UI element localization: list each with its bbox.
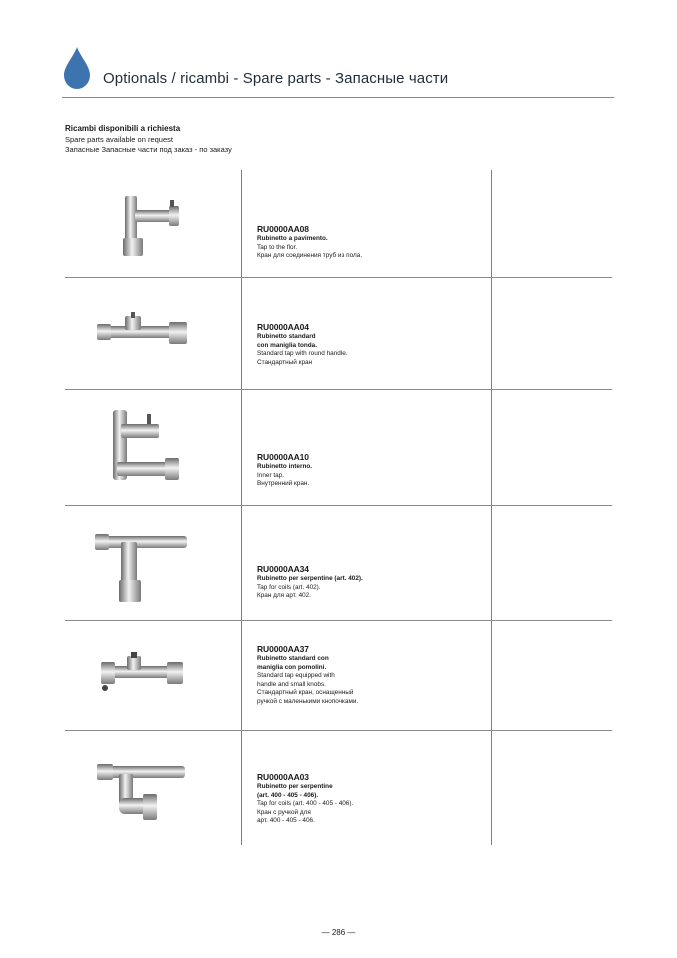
row-divider (65, 277, 612, 278)
desc-line-en: Standard tap equipped with (257, 672, 335, 680)
part-description (257, 322, 348, 367)
row-divider (65, 620, 612, 621)
part-image-coil-tap (93, 528, 193, 608)
desc-line-it: maniglia con pomolini. (257, 663, 327, 671)
intro-line-it: Ricambi disponibili a richiesta (65, 124, 181, 133)
title-divider (62, 97, 614, 98)
desc-line-it: con maniglia tonda. (257, 341, 318, 349)
desc-line-ru: Стандартный кран (257, 358, 313, 366)
row-divider (65, 389, 612, 390)
desc-line-ru: Стандартный кран, оснащенный (257, 689, 354, 697)
parts-table (65, 170, 612, 845)
part-code: RU0000AA04 (257, 322, 309, 332)
part-image-standard-tap (95, 312, 190, 357)
desc-line-en: Tap for coils (art. 400 - 405 - 406). (257, 800, 354, 808)
desc-line-it: Rubinetto per serpentine (257, 783, 333, 790)
desc-line-en: Tap for coils (art. 402). (257, 583, 321, 591)
part-description (257, 224, 362, 261)
intro-text (65, 124, 232, 156)
part-description (257, 772, 353, 826)
desc-line-it: Rubinetto standard con (257, 655, 329, 662)
intro-line-ru: Запасные Запасные части под заказ - по заказу (65, 145, 232, 154)
part-description (257, 564, 363, 601)
page-title: Optionals / ricambi - Spare parts - Запасные части (103, 70, 449, 87)
desc-line-ru: Кран для соединения труб из пола. (257, 252, 363, 260)
desc-line-en: Inner tap. (257, 471, 285, 479)
desc-line-it: Rubinetto a pavimento. (257, 235, 328, 242)
column-divider (491, 170, 492, 845)
desc-line-it: Rubinetto interno. (257, 463, 313, 470)
desc-line-it: Rubinetto standard (257, 333, 316, 340)
desc-line-en: Standard tap with round handle. (257, 350, 348, 358)
part-code: RU0000AA03 (257, 772, 309, 782)
part-image-coil-tap-elbow (95, 760, 190, 830)
part-code: RU0000AA08 (257, 224, 309, 234)
part-code: RU0000AA10 (257, 452, 309, 462)
part-image-tap-knobs (97, 652, 187, 697)
part-description (257, 452, 312, 489)
row-divider (65, 730, 612, 731)
part-code: RU0000AA34 (257, 564, 309, 574)
desc-line-ru: Кран с ручкой для (257, 808, 311, 816)
desc-line-en: Tap to the flor. (257, 243, 298, 251)
column-divider (241, 170, 242, 845)
desc-line-ru: Внутренний кран. (257, 480, 310, 488)
part-code: RU0000AA37 (257, 644, 309, 654)
row-divider (65, 505, 612, 506)
water-drop-icon (62, 46, 92, 90)
part-description (257, 644, 358, 707)
intro-line-en: Spare parts available on request (65, 134, 173, 144)
page-number: — 286 — (321, 928, 356, 937)
desc-line-ru: ручкой с маленькими кнопочками. (257, 697, 359, 705)
desc-line-en: handle and small knobs. (257, 680, 326, 688)
desc-line-it: Rubinetto per serpentine (art. 402). (257, 575, 363, 582)
desc-line-it: (art. 400 - 405 - 406). (257, 791, 319, 799)
part-image-floor-tap (115, 192, 185, 262)
part-image-inner-tap (107, 408, 185, 490)
desc-line-ru: Кран для арт. 402. (257, 592, 312, 600)
desc-line-ru: арт. 400 - 405 - 406. (257, 817, 315, 825)
